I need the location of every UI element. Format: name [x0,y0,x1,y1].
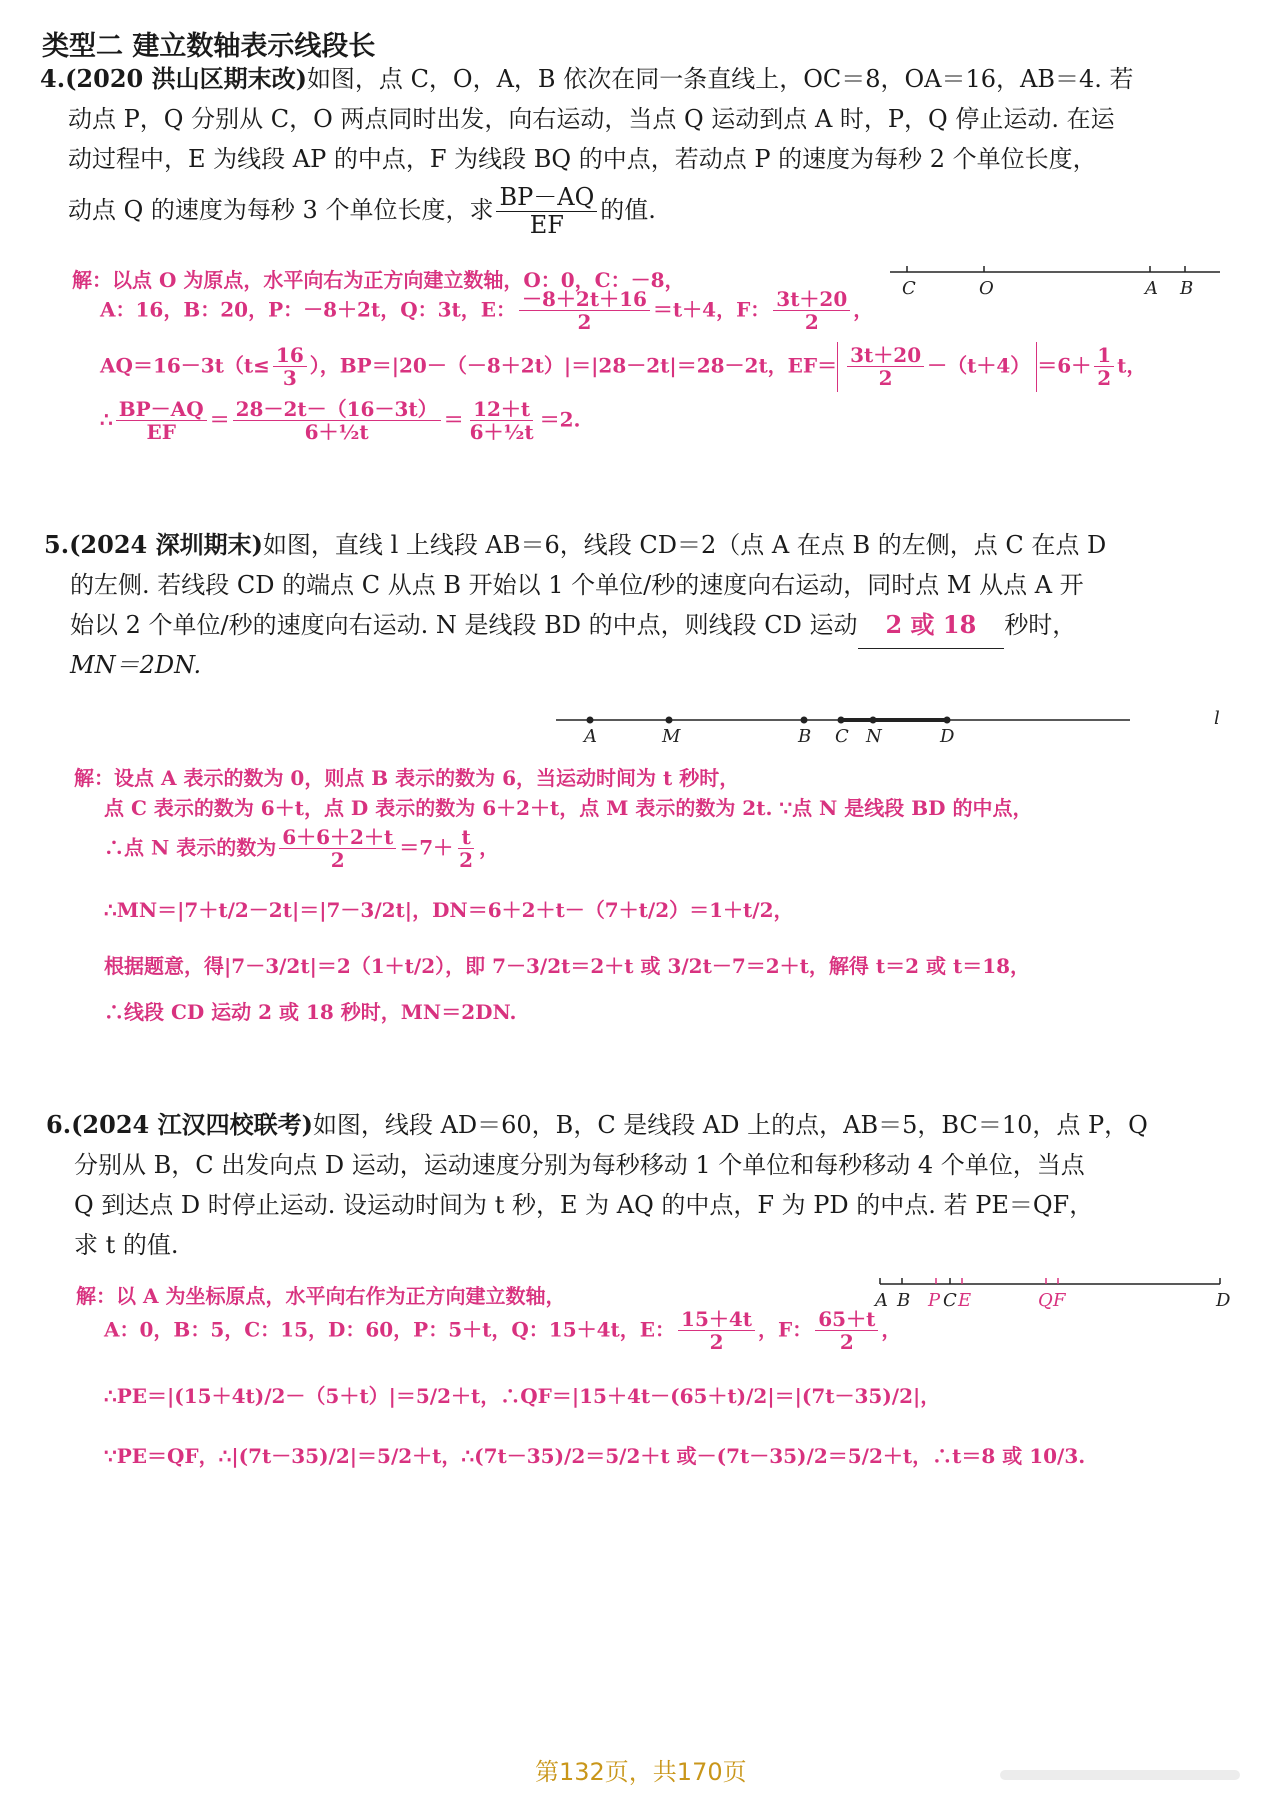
label-c: C [835,726,849,747]
sol-text: ∴点 N 表示的数为 [104,835,277,860]
fraction [467,398,537,444]
solution-5-line-2: 点 C 表示的数为 6＋t，点 D 表示的数为 6＋2＋t，点 M 表示的数为 2t. ∵点 N 是线段 BD 的中点， [104,796,1033,820]
frac-num: 1 [1094,344,1114,367]
frac-num: BP－AQ [116,398,207,421]
problem-6-line-4: 求 t 的值. [74,1231,179,1259]
frac-num: －8＋2t＋16 [519,288,650,311]
abs-value [837,342,1037,392]
sol-text: t， [1117,353,1147,378]
frac-den: 3 [282,366,297,391]
problem-4-line-4 [68,184,656,239]
frac-den: 2 [709,1330,724,1355]
fraction [678,1308,755,1354]
frac-den: 2 [804,310,819,335]
point-c [838,717,845,724]
label-b: B [1180,278,1194,299]
label-b: B [798,726,812,747]
point-a [587,717,594,724]
section-title: 类型二 建立数轴表示线段长 [42,31,376,62]
solution-5-line-3 [104,826,499,872]
problem-text: 如图，线段 AD＝60，B，C 是线段 AD 上的点，AB＝5，BC＝10，点 P，Q [312,1111,1148,1139]
page-indicator: 第132页，共170页 [535,1758,747,1786]
frac-den: 6＋½t [304,420,369,445]
problem-number: 6. [46,1110,72,1139]
number-line-diagram-5 [550,708,1230,748]
sol-text: ＝t＋4，F： [652,297,771,322]
frac-num: 65＋t [815,1308,878,1331]
problem-text: 的值. [600,195,656,224]
fraction [116,398,207,444]
frac-den: 2 [577,310,592,335]
sol-text: ，F： [758,1317,813,1342]
label-a: A [584,726,597,747]
solution-4-line-4 [100,398,581,444]
frac-den: EF [529,210,564,239]
label-p: P [928,1290,941,1311]
sol-text: ， [853,297,874,322]
scroll-track[interactable] [1000,1770,1240,1780]
problem-number: 4. [40,64,66,93]
label-q: Q [1038,1290,1053,1311]
label-f: F [1053,1290,1066,1311]
label-o: O [979,278,994,299]
answer-blank: 2 或 18 [858,602,1005,649]
frac-num: 15＋4t [678,1308,755,1331]
frac-den: 6＋½t [469,420,534,445]
frac-den: 2 [459,848,474,873]
fraction [273,344,307,390]
label-d: D [1216,1290,1231,1311]
label-m: M [662,726,681,747]
solution-5-line-6: ∴线段 CD 运动 2 或 18 秒时，MN＝2DN. [104,1000,517,1024]
sol-text: AQ＝16－3t（t≤ [100,353,270,378]
sol-text: ＝2. [539,407,581,432]
problem-text: 始以 2 个单位/秒的速度向右运动. N 是线段 BD 的中点，则线段 CD 运动 [70,611,858,639]
fraction [519,288,650,334]
sol-text: A：0，B：5，C：15，D：60，P：5＋t，Q：15＋4t，E： [104,1317,676,1342]
fraction [815,1308,878,1354]
fraction [456,826,476,872]
frac-num: BP－AQ [496,184,597,212]
solution-6-line-2 [104,1308,901,1354]
sol-text: A：16，B：20，P：－8＋2t，Q：3t，E： [100,297,517,322]
sol-text: －（t＋4） [927,353,1031,378]
frac-den: 2 [839,1330,854,1355]
fraction [773,288,850,334]
number-line-diagram-6 [870,1268,1240,1318]
fraction [279,826,396,872]
problem-4-line-2: 动点 P，Q 分别从 C，O 两点同时出发，向右运动，当点 Q 运动到点 A 时，P，Q 停止运动. 在运 [68,105,1115,133]
frac-den: EF [146,420,176,445]
frac-num: 28－2t－（16－3t） [233,398,441,421]
problem-source: (2024 深圳期末) [69,530,263,559]
problem-4-line-3: 动过程中，E 为线段 AP 的中点，F 为线段 BQ 的中点，若动点 P 的速度为每秒 2 个单位长度， [68,145,1097,173]
fraction [1094,344,1114,390]
sol-text: ＝ [209,407,230,432]
label-e: E [958,1290,972,1311]
sol-text: ， [479,835,500,860]
problem-source: (2020 洪山区期末改) [65,64,307,93]
frac-num: 16 [273,344,307,367]
sol-text: ∴ [100,407,113,432]
problem-6-line-2: 分别从 B，C 出发向点 D 运动，运动速度分别为每秒移动 1 个单位和每秒移动 4 个单位，当点 [74,1151,1085,1179]
label-c: C [943,1290,957,1311]
frac-num: 3t＋20 [773,288,850,311]
frac-num: 3t＋20 [847,344,924,367]
fraction [847,344,924,390]
solution-4-line-2 [100,288,873,334]
solution-5-line-4: ∴MN＝|7＋t/2－2t|＝|7－3/2t|，DN＝6＋2＋t－（7＋t/2）＝1＋t/2， [104,898,794,922]
solution-6-line-1: 解：以 A 为坐标原点，水平向右作为正方向建立数轴， [76,1284,566,1308]
problem-6-line-3: Q 到达点 D 时停止运动. 设运动时间为 t 秒，E 为 AQ 的中点，F 为 PD 的中点. 若 PE＝QF， [74,1191,1094,1219]
point-m [666,717,673,724]
sol-text: ＝7＋ [399,835,454,860]
label-n: N [866,726,882,747]
problem-text: 动点 Q 的速度为每秒 3 个单位长度，求 [68,195,494,224]
frac-den: 2 [878,366,893,391]
label-l: l [1214,708,1220,729]
frac-num: 6＋6＋2＋t [279,826,396,849]
label-c: C [902,278,916,299]
problem-source: (2024 江汉四校联考) [71,1110,313,1139]
viewer-scroll-controls[interactable] [1000,1768,1240,1782]
sol-text: ），BP＝|20－（－8＋2t）|＝|28－2t|＝28－2t，EF＝ [309,353,838,378]
fraction [233,398,441,444]
sol-text: ＝6＋ [1037,353,1092,378]
problem-5-line-4: MN＝2DN. [70,651,202,679]
problem-5-line-3 [70,602,1076,649]
solution-4-line-1: 解：以点 O 为原点，水平向右为正方向建立数轴，O：0，C：－8， [72,268,685,292]
problem-text: 如图，直线 l 上线段 AB＝6，线段 CD＝2（点 A 在点 B 的左侧，点 C 在点 D [262,531,1107,559]
solution-6-line-4: ∵PE＝QF，∴|(7t－35)/2|＝5/2＋t，∴(7t－35)/2＝5/2＋t 或－(7t－35)/2＝5/2＋t，∴t＝8 或 10/3. [104,1444,1086,1468]
frac-den: 2 [1097,366,1112,391]
point-d [944,717,951,724]
problem-text: 如图，点 C，O，A，B 依次在同一条直线上，OC＝8，OA＝16，AB＝4. 若 [306,65,1134,93]
solution-5-line-1: 解：设点 A 表示的数为 0，则点 B 表示的数为 6，当运动时间为 t 秒时， [74,766,740,790]
label-d: D [940,726,955,747]
point-b [801,717,808,724]
frac-num: t [458,826,473,849]
problem-5-line-2: 的左侧. 若线段 CD 的端点 C 从点 B 开始以 1 个单位/秒的速度向右运动，同时点 M 从点 A 开 [70,571,1084,599]
solution-6-line-3: ∴PE＝|(15＋4t)/2－（5＋t）|＝5/2＋t，∴QF＝|15＋4t－(65＋t)/2|＝|(7t－35)/2|， [104,1384,941,1408]
problem-text: 秒时， [1004,611,1077,639]
label-a: A [875,1290,888,1311]
problem-number: 5. [44,530,70,559]
question-fraction [496,184,597,239]
frac-num: 12＋t [470,398,533,421]
solution-4-line-3 [100,342,1146,392]
label-a: A [1145,278,1158,299]
sol-text: ＝ [443,407,464,432]
frac-den: 2 [330,848,345,873]
number-line-diagram-4 [880,262,1230,312]
label-b: B [897,1290,911,1311]
point-n [870,717,877,724]
sol-text: ， [881,1317,902,1342]
solution-5-line-5: 根据题意，得|7－3/2t|＝2（1＋t/2），即 7－3/2t＝2＋t 或 3/2t－7＝2＋t，解得 t＝2 或 t＝18， [104,954,1031,978]
